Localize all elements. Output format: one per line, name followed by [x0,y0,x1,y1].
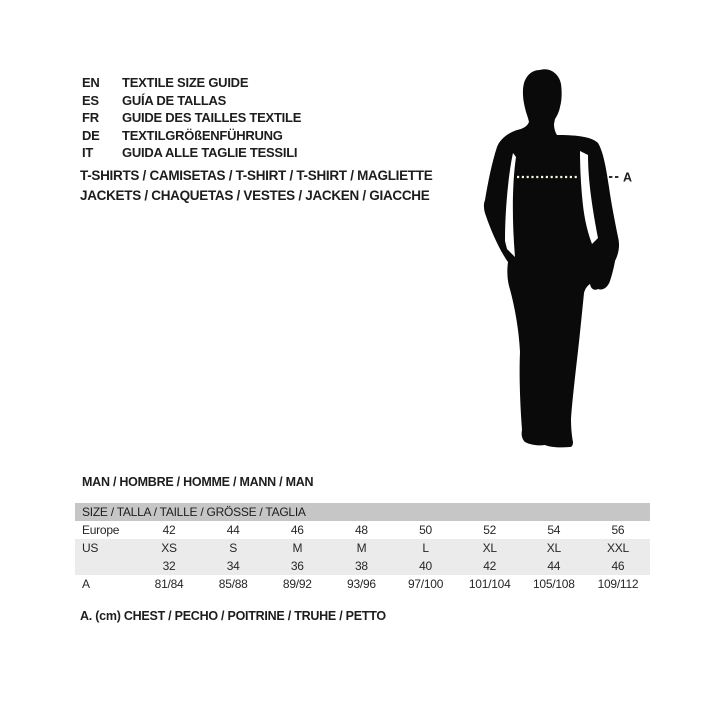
size-cell: 32 [162,559,176,573]
size-cell: 40 [419,559,432,573]
size-cell: 44 [226,523,240,537]
legend-row-fr [82,109,301,127]
size-table [75,503,650,593]
size-cell: 46 [611,559,625,573]
man-silhouette-svg [483,65,643,455]
table-row-europe [75,521,650,539]
lang-code: DE [82,127,100,143]
size-cell: XL [482,541,497,555]
size-cell: 105/108 [532,577,575,591]
size-cell: 93/96 [347,577,376,591]
size-cell: 89/92 [282,577,312,591]
row-label: US [82,541,99,555]
size-cell: 48 [355,523,368,537]
size-cell: 101/104 [468,577,511,591]
size-cell: 97/100 [407,577,444,591]
size-cell: 36 [290,559,304,573]
measure-label-a: A [623,170,633,185]
man-silhouette-figure [483,65,643,455]
size-cell: 85/88 [218,577,248,591]
size-cell: 54 [547,523,561,537]
lang-label: TEXTILE SIZE GUIDE [122,75,249,90]
lang-code: FR [82,110,99,125]
lang-label: GUÍA DE TALLAS [122,92,227,108]
category-titles [80,166,432,206]
size-cell: XL [546,541,561,555]
size-cell: 42 [483,559,497,573]
size-cell: XS [161,541,177,555]
row-label: A [82,577,90,591]
size-cell: 44 [547,559,561,573]
man-silhouette [484,69,619,447]
lang-code: EN [82,75,100,90]
size-cell: 56 [611,523,625,537]
table-row-intl-numeric [75,557,650,575]
table-row-us [75,539,650,557]
lang-label: TEXTILGRÖßENFÜHRUNG [122,127,283,143]
legend-row-es [82,92,301,110]
size-cell: L [422,541,429,555]
size-cell: 34 [226,559,240,573]
legend-row-de [82,127,301,145]
legend-row-it [82,144,301,162]
table-row-chest-a [75,575,650,593]
language-legend [82,74,301,162]
category-line-tshirts: T-SHIRTS / CAMISETAS / T-SHIRT / T-SHIRT / MAGLIETTE [80,168,433,183]
size-cell: 38 [355,559,368,573]
size-cell: XXL [606,541,629,555]
size-table-header: SIZE / TALLA / TAILLE / GRÖSSE / TAGLIA [75,503,650,521]
size-cell: 46 [290,523,304,537]
size-cell: M [356,541,367,555]
category-line-jackets: JACKETS / CHAQUETAS / VESTES / JACKEN / GIACCHE [80,188,430,203]
section-title-man: MAN / HOMBRE / HOMME / MANN / MAN [82,475,314,489]
size-cell: M [292,541,303,555]
lang-code: IT [82,145,94,160]
size-cell: 42 [162,523,176,537]
chest-measure-footnote: A. (cm) CHEST / PECHO / POITRINE / TRUHE / PETTO [80,609,386,623]
legend-row-en [82,74,301,92]
size-cell: 109/112 [597,577,639,591]
row-label: Europe [82,523,120,537]
size-cell: 81/84 [154,577,184,591]
size-cell: 50 [419,523,432,537]
size-cell: 52 [483,523,497,537]
lang-code: ES [82,92,99,108]
size-cell: S [229,541,238,555]
lang-label: GUIDE DES TAILLES TEXTILE [122,110,302,125]
lang-label: GUIDA ALLE TAGLIE TESSILI [122,145,298,160]
